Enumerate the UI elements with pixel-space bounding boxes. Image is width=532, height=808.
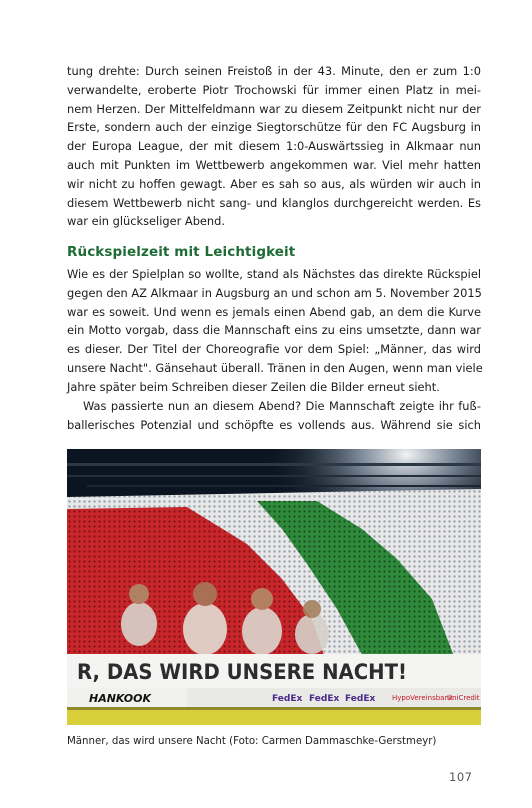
paragraph-line: ein Motto vorgab, dass die Mannschaft eins zu eins umsetzte, dann war [67, 323, 481, 338]
paragraph-line: gegen den AZ Alkmaar in Augsburg an und schon am 5. November 2015 [67, 285, 482, 300]
ad-hankook: HANKOOK [89, 692, 151, 705]
paragraph-line: tung drehte: Durch seinen Freistoß in der 43. Minute, den er zum 1:0 [67, 64, 481, 78]
banner-text: R, DAS WIRD UNSERE NACHT! [77, 660, 407, 684]
ad-fedex: FedEx [272, 694, 303, 704]
paragraph-line: verwandelte, eroberte Piotr Trochowski für immer einen Platz in mei- [67, 82, 481, 97]
paragraph-line: diesem Wettbewerb nicht sang- und klanglos durchgereicht werden. Es [67, 195, 481, 210]
paragraph-1 [67, 62, 481, 231]
paragraph-3 [67, 397, 481, 435]
ad-fedex: FedEx [309, 694, 340, 704]
paragraph-line: Erste, sondern auch der einzige Siegtorschütze für den FC Augsburg in [67, 120, 481, 135]
paragraph-line: war ein glückseliger Abend. [67, 214, 226, 229]
paragraph-line: war es soweit. Und wenn es jemals einen Abend gab, an dem die Kurve [67, 304, 481, 319]
paragraph-line: es dieser. Der Titel der Choreografie vor dem Spiel: „Männer, das wird [67, 342, 481, 357]
paragraph-line: nem Herzen. Der Mittelfeldmann war zu diesem Zeitpunkt nicht nur der [67, 101, 481, 116]
paragraph-line: der Europa League, der mit diesem 1:0-Auswärtssieg in Alkmaar nun [67, 139, 481, 154]
stadium-choreography-photo [67, 449, 481, 725]
paragraph-line: Was passierte nun an diesem Abend? Die Mannschaft zeigte ihr fuß- [83, 399, 481, 413]
ad-fedex: FedEx [345, 694, 376, 704]
paragraph-line: unsere Nacht". Gänsehaut überall. Tränen in den Augen, wenn man viele [67, 360, 483, 375]
paragraph-line: auch mit Punkten im Wettbewerb angekommen war. Viel mehr hatten [67, 157, 481, 172]
page-number: 107 [449, 770, 473, 784]
paragraph-line: Wie es der Spielplan so wollte, stand als Nächstes das direkte Rückspiel [67, 267, 481, 281]
paragraph-line: wir nicht zu hoffen gewagt. Aber es sah so aus, als würden wir auch in [67, 176, 481, 191]
ad-unicredit: UniCredit [447, 694, 480, 702]
paragraph-2 [67, 265, 481, 397]
ad-hypovereinsbank: HypoVereinsbank [392, 694, 453, 702]
photo-caption: Männer, das wird unsere Nacht (Foto: Carmen Dammaschke-Gerstmeyr) [67, 736, 437, 747]
paragraph-line: ballerisches Potenzial und schöpfte es vollends aus. Während sie sich [67, 417, 481, 432]
paragraph-line: Jahre später beim Schreiben dieser Zeilen die Bilder erneut sieht. [67, 379, 440, 394]
section-heading: Rückspielzeit mit Leichtigkeit [67, 244, 296, 260]
